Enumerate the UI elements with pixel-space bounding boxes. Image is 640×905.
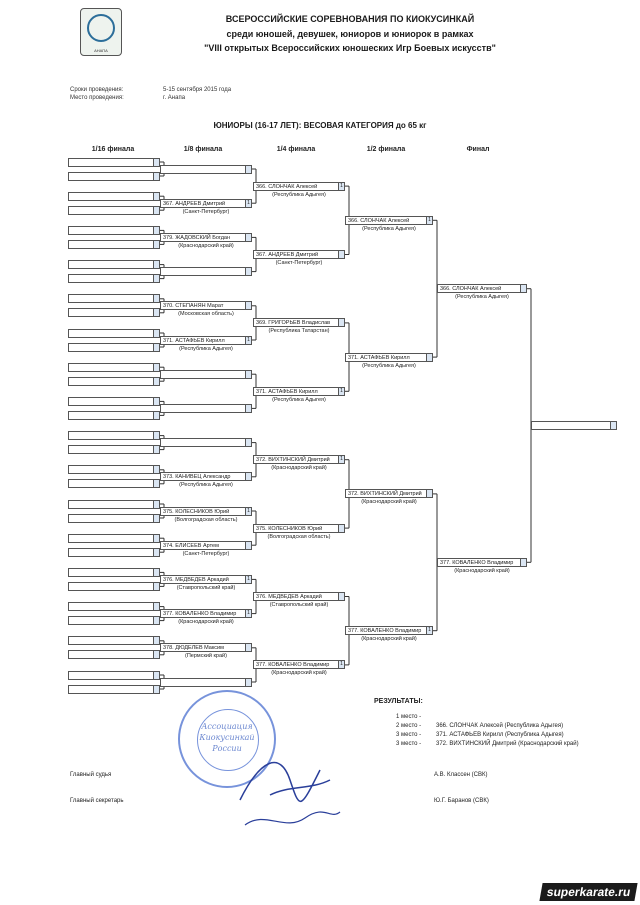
score-box (153, 672, 159, 679)
round-header-16: 1/16 финала (91, 146, 135, 153)
r16-slot (68, 343, 160, 352)
competitor-name: 371. АСТАФЬЕВ Кирилл (256, 388, 318, 395)
competitor-region: (Республика Адыгея) (362, 225, 416, 232)
score-box (153, 603, 159, 610)
competitor-region: (Пермский край) (185, 653, 227, 660)
semifinal-slot (345, 216, 433, 225)
final-slot (437, 558, 527, 567)
score-box (245, 234, 251, 241)
judge-name: А.В. Классен (СВК) (434, 772, 488, 778)
r16-slot (68, 582, 160, 591)
semifinal-slot (345, 353, 433, 362)
competitor-region: (Республика Адыгея) (272, 191, 326, 198)
score-box (153, 501, 159, 508)
r16-slot (68, 226, 160, 235)
r16-slot (68, 240, 160, 249)
score-box (245, 268, 251, 275)
competitor-region: (Республика Адыгея) (272, 396, 326, 403)
score-box (153, 193, 159, 200)
score-box (245, 405, 251, 412)
score-box (338, 593, 344, 600)
result-place-value: 366. СЛОНЧАК Алексей (Республика Адыгея) (436, 723, 564, 729)
score-box (153, 344, 159, 351)
competitor-region: (Республика Адыгея) (362, 362, 416, 369)
r8-slot (160, 609, 252, 618)
champion-slot (531, 421, 617, 430)
r16-slot (68, 650, 160, 659)
r8-slot (160, 438, 252, 447)
r8-slot (160, 643, 252, 652)
watermark: superkarate.ru (539, 883, 638, 901)
final-slot (437, 284, 527, 293)
score-box (153, 261, 159, 268)
score-box: 1 (338, 661, 344, 668)
r16-slot (68, 192, 160, 201)
r4-slot (253, 455, 345, 464)
title-line-3: "VIII открытых Всероссийских юношеских Игр Боевых искусств" (204, 43, 496, 53)
r16-slot (68, 274, 160, 283)
competitor-region: (Краснодарский край) (178, 242, 234, 249)
competitor-name: 372. ВИХТИНСКИЙ Дмитрий (256, 457, 330, 464)
semifinal-slot (345, 489, 433, 498)
competitor-region: (Ставропольский край) (269, 602, 329, 608)
score-box (245, 644, 251, 651)
r16-slot (68, 514, 160, 523)
score-box (426, 490, 432, 497)
competitor-name: 374. ЕЛИСЕЕВ Артем (163, 542, 219, 549)
r16-slot (68, 671, 160, 680)
score-box (153, 446, 159, 453)
result-place-label: 1 место - (396, 714, 422, 720)
r4-slot (253, 387, 345, 396)
competitor-name: 370. СТЕПАНЯН Марат (163, 303, 224, 310)
score-box: 1 (426, 217, 432, 224)
score-box (153, 330, 159, 337)
competitor-name: 366. СЛОНЧАК Алексей (440, 286, 502, 293)
r16-slot (68, 548, 160, 557)
r8-slot (160, 336, 252, 345)
competitor-name: 371. АСТАФЬЕВ Кирилл (348, 354, 410, 361)
r4-slot (253, 318, 345, 327)
place-label: Место проведения: (70, 95, 124, 101)
result-place-label: 3 место - (396, 741, 422, 747)
competitor-region: (Санкт-Петербург) (182, 208, 230, 215)
competitor-region: (Краснодарский край) (361, 499, 417, 506)
score-box (153, 637, 159, 644)
score-box (153, 535, 159, 542)
competitor-name: 371. АСТАФЬЕВ Кирилл (163, 337, 225, 344)
result-place-value: 372. ВИХТИНСКИЙ Дмитрий (Краснодарский край) (436, 741, 579, 747)
score-box: 1 (245, 200, 251, 207)
score-box (153, 466, 159, 473)
r4-slot (253, 524, 345, 533)
result-place-label: 2 место - (396, 723, 422, 729)
competitor-name: 367. АНДРЕЕВ Дмитрий (256, 252, 319, 258)
r16-slot (68, 172, 160, 181)
r16-slot (68, 411, 160, 420)
competitor-name: 379. ЖАДОВСКИЙ Богдан (163, 234, 230, 241)
competitor-name: 369. ГРИГОРЬЕВ Владислав (256, 320, 331, 327)
competitor-name: 372. ВИХТИНСКИЙ Дмитрий (348, 491, 422, 498)
r8-slot (160, 472, 252, 481)
score-box (245, 439, 251, 446)
competitor-region: (Санкт-Петербург) (182, 550, 230, 557)
score-box: 1 (245, 576, 251, 583)
score-box (520, 559, 526, 566)
competitor-region: (Московская область) (178, 311, 234, 318)
competitor-region: (Краснодарский край) (454, 567, 510, 574)
round-header-4: 1/4 финала (276, 146, 316, 153)
competitor-name: 377. КОВАЛЕНКО Владимир (163, 611, 237, 618)
score-box (245, 371, 251, 378)
r8-slot (160, 370, 252, 379)
score-box (153, 159, 159, 166)
r8-slot (160, 507, 252, 516)
competitor-region: (Республика Адыгея) (455, 294, 509, 301)
score-box (610, 422, 616, 429)
competitor-name: 375. КОЛЕСНИКОВ Юрий (163, 508, 230, 515)
score-box (338, 319, 344, 326)
competitor-region: (Краснодарский край) (271, 670, 327, 677)
r8-slot (160, 678, 252, 687)
r16-slot (68, 534, 160, 543)
r16-slot (68, 445, 160, 454)
r16-slot (68, 431, 160, 440)
score-box (153, 275, 159, 282)
place-value: г. Анапа (163, 95, 186, 101)
result-place-label: 3 место - (396, 732, 422, 738)
score-box (153, 583, 159, 590)
competitor-name: 376. МЕДВЕДЕВ Аркадий (256, 594, 322, 600)
score-box (153, 207, 159, 214)
stamp-line-1: Ассоциация (201, 722, 253, 731)
competitor-name: 373. КАНИВЕЦ Александр (163, 474, 231, 481)
r16-slot (68, 363, 160, 372)
r16-slot (68, 308, 160, 317)
title-line-1: ВСЕРОССИЙСКИЕ СОРЕВНОВАНИЯ ПО КИОКУСИНКАЙ (225, 14, 475, 24)
secretary-name: Ю.Г. Баранов (СВК) (434, 798, 489, 804)
score-box (153, 412, 159, 419)
competitor-region: (Санкт-Петербург) (275, 260, 323, 266)
score-box (153, 432, 159, 439)
score-box (153, 295, 159, 302)
stamp-line-2: Киокусинкай (199, 733, 255, 742)
dates-value: 5-15 сентября 2015 года (163, 87, 232, 93)
signature-icon (230, 740, 350, 835)
score-box (153, 241, 159, 248)
r16-slot (68, 500, 160, 509)
round-header-2: 1/2 финала (366, 146, 406, 153)
r8-slot (160, 404, 252, 413)
score-box: 1 (338, 388, 344, 395)
score-box (338, 251, 344, 258)
r16-slot (68, 465, 160, 474)
r4-slot (253, 250, 345, 259)
r8-slot (160, 199, 252, 208)
competitor-name: 376. МЕДВЕДЕВ Аркадий (163, 576, 229, 583)
competitor-name: 366. СЛОНЧАК Алексей (256, 183, 318, 190)
score-box (153, 364, 159, 371)
r16-slot (68, 616, 160, 625)
score-box (153, 378, 159, 385)
competitor-name: 378. ДЮДЕЛЕВ Максим (163, 645, 224, 652)
r8-slot (160, 165, 252, 174)
r8-slot (160, 233, 252, 242)
r4-slot (253, 182, 345, 191)
r8-slot (160, 541, 252, 550)
r8-slot (160, 301, 252, 310)
r8-slot (160, 575, 252, 584)
competitor-name: 377. КОВАЛЕНКО Владимир (440, 559, 514, 566)
round-header-8: 1/8 финала (183, 146, 223, 153)
score-box (153, 227, 159, 234)
score-box (153, 515, 159, 522)
score-box (153, 569, 159, 576)
score-box: 1 (338, 183, 344, 190)
semifinal-slot (345, 626, 433, 635)
score-box: 1 (426, 627, 432, 634)
competitor-name: 377. КОВАЛЕНКО Владимир (348, 628, 422, 635)
result-place-value: 371. АСТАФЬЕВ Кирилл (Республика Адыгея) (436, 732, 564, 738)
r16-slot (68, 568, 160, 577)
competitor-region: (Ставропольский край) (176, 584, 236, 591)
competitor-name: 367. АНДРЕЕВ Дмитрий (163, 200, 226, 207)
weight-category: ЮНИОРЫ (16-17 ЛЕТ): ВЕСОВАЯ КАТЕГОРИЯ до 65 кг (213, 121, 427, 130)
results-heading: РЕЗУЛЬТАТЫ: (374, 698, 423, 705)
r16-slot (68, 602, 160, 611)
r16-slot (68, 158, 160, 167)
score-box (153, 686, 159, 693)
competitor-region: (Краснодарский край) (271, 465, 327, 472)
r4-slot (253, 592, 345, 601)
r16-slot (68, 206, 160, 215)
logo-text: АНАПА (94, 48, 108, 53)
competitor-region: (Республика Адыгея) (179, 345, 233, 352)
r16-slot (68, 397, 160, 406)
competitor-region: (Волгоградская область) (267, 533, 331, 540)
score-box (338, 525, 344, 532)
score-box (245, 473, 251, 480)
score-box: 1 (245, 610, 251, 617)
r16-slot (68, 479, 160, 488)
score-box (426, 354, 432, 361)
stamp-line-3: России (212, 744, 242, 753)
r16-slot (68, 377, 160, 386)
score-box (153, 651, 159, 658)
dates-label: Сроки проведения: (70, 87, 124, 93)
score-box (245, 166, 251, 173)
competitor-region: (Республика Адыгея) (179, 482, 233, 489)
r16-slot (68, 329, 160, 338)
competitor-region: (Республика Татарстан) (268, 328, 330, 335)
score-box: 1 (245, 508, 251, 515)
score-box (153, 173, 159, 180)
r16-slot (68, 685, 160, 694)
r16-slot (68, 636, 160, 645)
r8-slot (160, 267, 252, 276)
title-line-2: среди юношей, девушек, юниоров и юниорок в рамках (226, 29, 474, 39)
round-header-final: Финал (466, 146, 490, 153)
score-box: 1 (245, 337, 251, 344)
competitor-region: (Краснодарский край) (361, 636, 417, 643)
competitor-region: (Волгоградская область) (174, 516, 238, 523)
competitor-name: 377. КОВАЛЕНКО Владимир (256, 662, 330, 669)
score-box (153, 549, 159, 556)
score-box (245, 542, 251, 549)
competitor-region: (Краснодарский край) (178, 619, 234, 626)
score-box (153, 617, 159, 624)
r16-slot (68, 260, 160, 269)
judge-label: Главный судья (70, 772, 112, 778)
score-box: 1 (338, 456, 344, 463)
score-box (153, 309, 159, 316)
score-box (245, 302, 251, 309)
score-box (153, 398, 159, 405)
competitor-name: 366. СЛОНЧАК Алексей (348, 217, 410, 224)
score-box (520, 285, 526, 292)
r16-slot (68, 294, 160, 303)
secretary-label: Главный секретарь (70, 798, 124, 804)
r4-slot (253, 660, 345, 669)
competitor-name: 375. КОЛЕСНИКОВ Юрий (256, 525, 323, 532)
score-box (245, 679, 251, 686)
score-box (153, 480, 159, 487)
